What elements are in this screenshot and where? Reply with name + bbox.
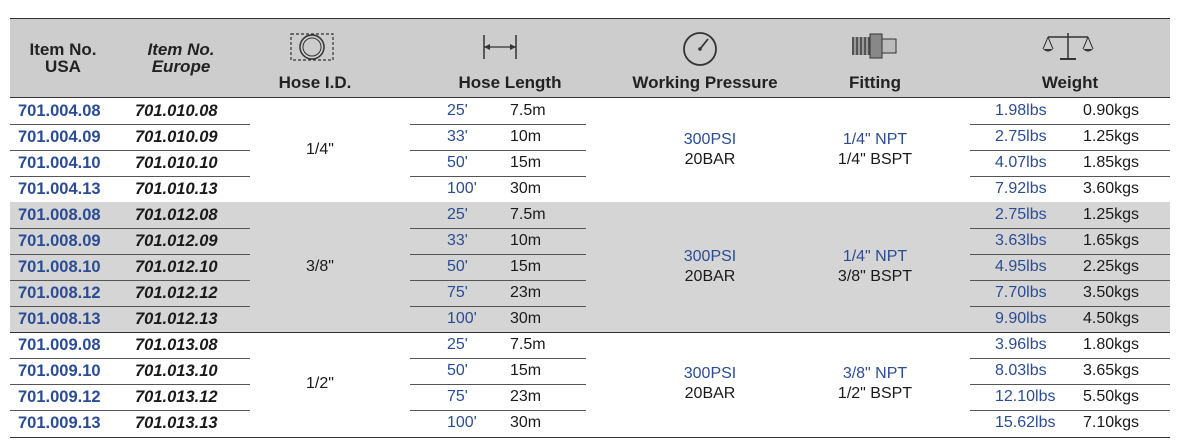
row-divider [10,254,250,255]
weight-kgs: 4.50kgs [1083,310,1140,327]
working-pressure-value [650,130,770,170]
weight-kgs: 3.60kgs [1083,180,1140,197]
hose-length-meters: 30m [510,414,542,431]
weight-lbs: 12.10lbs [995,388,1056,405]
row-divider [970,306,1170,307]
row-group [10,332,1170,436]
item-no-europe: 701.012.09 [135,232,218,250]
weight-kgs: 1.85kgs [1083,154,1140,171]
item-no-usa: 701.004.08 [18,102,101,120]
hose-id-value: 1/2" [306,375,334,392]
fitting-bspt: 3/8" BSPT [837,268,913,285]
row-divider [410,254,586,255]
fitting-bspt: 1/4" BSPT [837,151,913,168]
header-item-usa [28,41,98,75]
item-no-europe: 701.012.08 [135,206,218,224]
row-divider [970,384,1170,385]
item-no-europe: 701.013.12 [135,388,218,406]
row-divider [410,358,586,359]
length-measure-icon [480,29,520,63]
item-no-usa: 701.008.12 [18,284,101,302]
hose-length-feet: 50' [447,362,468,379]
hose-length-meters: 23m [510,284,542,301]
item-no-usa: 701.009.08 [18,336,101,354]
weight-lbs: 15.62lbs [995,414,1056,431]
hose-length-feet: 75' [447,388,468,405]
table-row [10,176,1170,202]
item-no-europe: 701.012.10 [135,258,218,276]
header-weight: Weight [1041,73,1099,92]
item-no-usa: 701.008.10 [18,258,101,276]
pressure-bar: 20BAR [684,385,736,402]
header-item-europe [136,41,226,75]
item-no-usa: 701.004.13 [18,180,101,198]
row-group [10,98,1170,202]
hose-length-meters: 30m [510,310,542,327]
header-fitting: Fitting [849,73,901,92]
row-divider [970,228,1170,229]
fitting-npt: 1/4" NPT [842,131,908,148]
weight-lbs: 2.75lbs [995,128,1047,145]
row-divider [410,228,586,229]
table-row [10,280,1170,306]
hose-length-meters: 10m [510,232,542,249]
balance-scale-icon [1040,29,1096,65]
row-divider [10,410,250,411]
row-divider [10,176,250,177]
header-item-usa-line2: USA [45,57,81,76]
item-no-usa: 701.009.10 [18,362,101,380]
fitting-value [815,130,935,170]
weight-kgs: 1.65kgs [1083,232,1140,249]
table-row [10,306,1170,332]
row-divider [970,410,1170,411]
row-divider [410,176,586,177]
weight-lbs: 3.96lbs [995,336,1047,353]
weight-kgs: 1.25kgs [1083,206,1140,223]
item-no-usa: 701.009.12 [18,388,101,406]
item-no-europe: 701.012.12 [135,284,218,302]
row-divider [410,280,586,281]
table-row [10,150,1170,176]
hose-length-meters: 23m [510,388,542,405]
hose-id-value: 3/8" [306,258,334,275]
hose-length-meters: 7.5m [510,336,546,353]
table-header [10,19,1170,98]
item-no-usa: 701.004.10 [18,154,101,172]
hose-length-meters: 30m [510,180,542,197]
hose-length-feet: 33' [447,232,468,249]
pressure-gauge-icon [680,29,720,67]
table-row [10,124,1170,150]
item-no-europe: 701.013.10 [135,362,218,380]
weight-kgs: 7.10kgs [1083,414,1140,431]
weight-kgs: 0.90kgs [1083,102,1140,119]
header-hose-length: Hose Length [458,73,562,92]
row-divider [10,150,250,151]
working-pressure-value [650,247,770,287]
weight-lbs: 3.63lbs [995,232,1047,249]
hose-length-feet: 50' [447,154,468,171]
item-no-europe: 701.010.13 [135,180,218,198]
hose-length-feet: 25' [447,206,468,223]
weight-kgs: 1.25kgs [1083,128,1140,145]
header-hose-id: Hose I.D. [278,73,352,92]
row-divider [410,124,586,125]
hose-length-meters: 7.5m [510,206,546,223]
table-row [10,98,1170,124]
item-no-usa: 701.008.09 [18,232,101,250]
row-divider [410,384,586,385]
spec-table [10,18,1170,438]
item-no-europe: 701.010.08 [135,102,218,120]
pressure-psi: 300PSI [683,365,737,382]
hose-length-meters: 10m [510,128,542,145]
hose-id-value: 1/4" [306,141,334,158]
item-no-europe: 701.013.08 [135,336,218,354]
weight-lbs: 9.90lbs [995,310,1047,327]
pressure-psi: 300PSI [683,131,737,148]
row-divider [10,228,250,229]
table-row [10,358,1170,384]
row-divider [10,280,250,281]
item-no-europe: 701.012.13 [135,310,218,328]
item-no-usa: 701.008.13 [18,310,101,328]
weight-kgs: 5.50kgs [1083,388,1140,405]
hose-length-meters: 7.5m [510,102,546,119]
row-divider [970,254,1170,255]
row-divider [410,410,586,411]
weight-lbs: 1.98lbs [995,102,1047,119]
fitting-value [815,247,935,287]
hose-length-feet: 75' [447,284,468,301]
fitting-npt: 3/8" NPT [842,365,908,382]
header-item-europe-line1: Item No. [147,40,215,59]
weight-kgs: 3.50kgs [1083,284,1140,301]
header-working-pressure: Working Pressure [632,73,778,92]
weight-kgs: 1.80kgs [1083,336,1140,353]
hose-length-meters: 15m [510,362,542,379]
threaded-fitting-icon [850,29,900,63]
row-divider [10,306,250,307]
table-row [10,254,1170,280]
hose-length-feet: 100' [447,180,477,197]
item-no-europe: 701.010.09 [135,128,218,146]
hose-length-feet: 100' [447,414,477,431]
weight-kgs: 3.65kgs [1083,362,1140,379]
row-divider [10,358,250,359]
pressure-psi: 300PSI [683,248,737,265]
row-divider [410,306,586,307]
hose-length-feet: 50' [447,258,468,275]
item-no-usa: 701.008.08 [18,206,101,224]
fitting-value [815,364,935,404]
hose-cross-section-icon [288,29,336,63]
row-divider [970,280,1170,281]
item-no-europe: 701.010.10 [135,154,218,172]
row-divider [970,124,1170,125]
row-divider [10,124,250,125]
hose-length-meters: 15m [510,154,542,171]
pressure-bar: 20BAR [684,268,736,285]
hose-length-meters: 15m [510,258,542,275]
hose-length-feet: 25' [447,102,468,119]
row-divider [410,150,586,151]
hose-length-feet: 100' [447,310,477,327]
weight-lbs: 8.03lbs [995,362,1047,379]
item-no-usa: 701.004.09 [18,128,101,146]
table-row [10,384,1170,410]
hose-length-feet: 33' [447,128,468,145]
row-group [10,202,1170,332]
row-divider [970,176,1170,177]
weight-lbs: 4.95lbs [995,258,1047,275]
weight-kgs: 2.25kgs [1083,258,1140,275]
hose-length-feet: 25' [447,336,468,353]
header-item-usa-line1: Item No. [29,40,97,59]
table-row [10,332,1170,358]
weight-lbs: 4.07lbs [995,154,1047,171]
weight-lbs: 7.70lbs [995,284,1047,301]
item-no-europe: 701.013.13 [135,414,218,432]
header-item-europe-line2: Europe [151,57,211,76]
weight-lbs: 2.75lbs [995,206,1047,223]
row-divider [970,358,1170,359]
row-divider [970,150,1170,151]
table-row [10,410,1170,436]
item-no-usa: 701.009.13 [18,414,101,432]
table-row [10,228,1170,254]
row-divider [10,384,250,385]
fitting-bspt: 1/2" BSPT [837,385,913,402]
weight-lbs: 7.92lbs [995,180,1047,197]
working-pressure-value [650,364,770,404]
pressure-bar: 20BAR [684,151,736,168]
table-row [10,202,1170,228]
fitting-npt: 1/4" NPT [842,248,908,265]
